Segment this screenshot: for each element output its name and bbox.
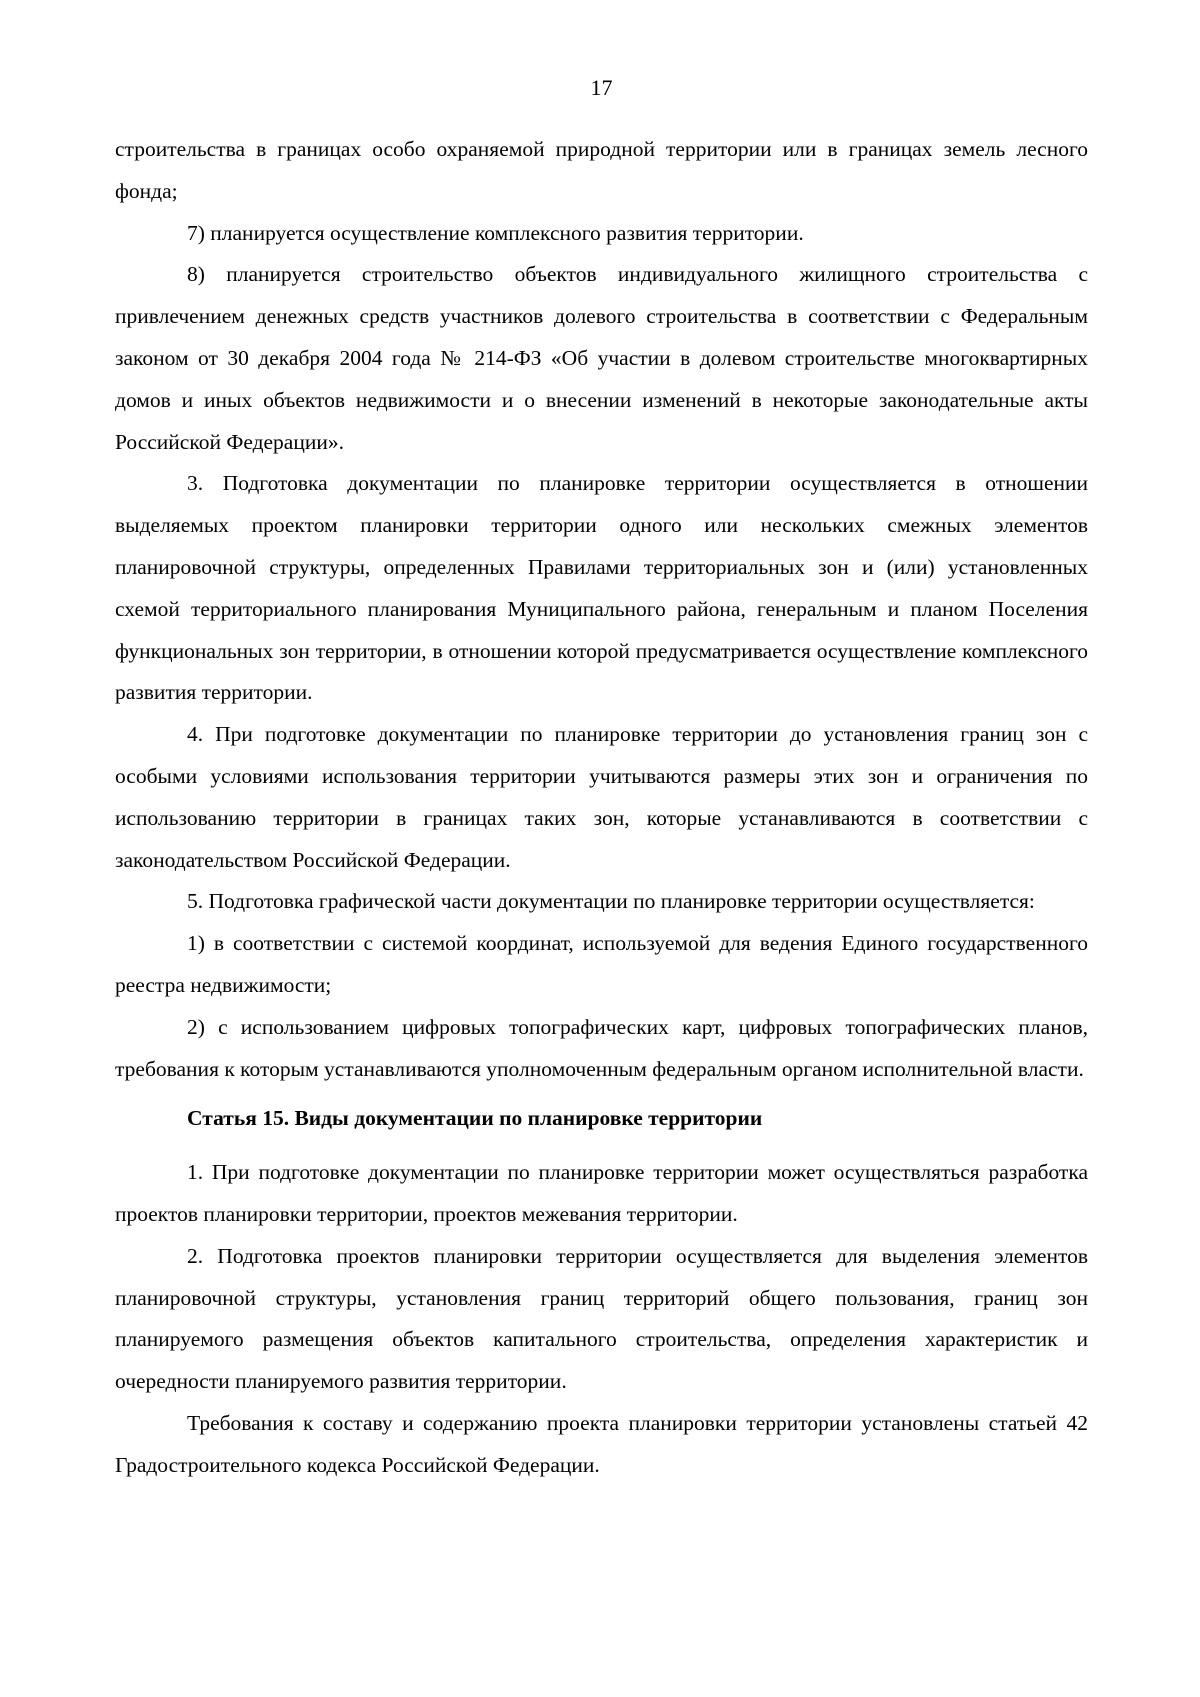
clause-3: 3. Подготовка документации по планировке территории осуществляется в отношении выделяемых проектом планировки территории одного или нескольких смежных элементов планировочной структуры, определенных Правилами территориальных зон и (или) установленных схемой территориального планирования Муниципального района, генеральным и планом Поселения функциональных зон территории, в отношении которой предусматривается осуществление комплексного развития территории. (115, 471, 1088, 705)
document-body (115, 129, 1088, 1487)
list-item-7: 7) планируется осуществление комплексного развития территории. (187, 220, 804, 245)
article-15-requirements: Требования к составу и содержанию проекта планировки территории установлены статьей 42 Градостроительного кодекса Российской Федерации. (115, 1410, 1088, 1477)
list-item-8: 8) планируется строительство объектов индивидуального жилищного строительства с привлечением денежных средств участников долевого строительства в соответствии с Федеральным законом от 30 декабря 2004 года № 214-ФЗ «Об участии в долевом строительстве многоквартирных домов и иных объектов недвижимости и о внесении изменений в некоторые законодательные акты Российской Федерации». (115, 262, 1088, 454)
clause-5-item-2: 2) с использованием цифровых топографических карт, цифровых топографических планов, требования к которым устанавливаются уполномоченным федеральным органом исполнительной власти. (115, 1014, 1088, 1081)
page-number: 17 (590, 75, 613, 100)
paragraph-continuation: строительства в границах особо охраняемой природной территории или в границах земель лесного фонда; (115, 137, 1088, 203)
clause-5: 5. Подготовка графической части документации по планировке территории осуществляется: (187, 889, 1035, 914)
clause-5-item-1: 1) в соответствии с системой координат, используемой для ведения Единого государственного реестра недвижимости; (115, 931, 1088, 997)
article-15-heading: Статья 15. Виды документации по планировке территории (187, 1106, 763, 1131)
clause-4: 4. При подготовке документации по планировке территории до установления границ зон с особыми условиями использования территории учитываются размеры этих зон и ограничения по использованию территории в границах таких зон, которые устанавливаются в соответствии с законодательством Российской Федерации. (115, 722, 1088, 872)
article-15-clause-1: 1. При подготовке документации по планировке территории может осуществляться разработка проектов планировки территории, проектов межевания территории. (115, 1160, 1088, 1226)
article-15-clause-2: 2. Подготовка проектов планировки территории осуществляется для выделения элементов планировочной структуры, установления границ территорий общего пользования, границ зон планируемого размещения объектов капитального строительства, определения характеристик и очередности планируемого развития территории. (115, 1243, 1088, 1394)
